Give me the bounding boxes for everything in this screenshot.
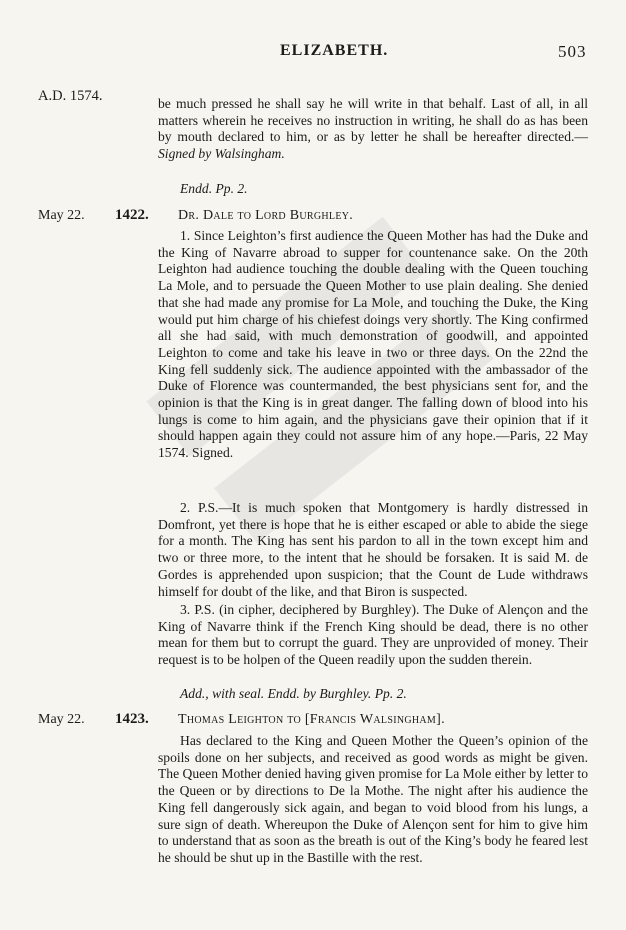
entry-paragraph: 3. P.S. (in cipher, deciphered by Burghley). The Duke of Alençon and the King of Navarre think if the French King should be dead, there is no other mean for them but to corrupt the guard. They are unprovided of money. Their request is to be holpen of the Queen readily upon the sudden therein.: [158, 602, 588, 668]
running-title: ELIZABETH.: [280, 42, 389, 59]
endorsement-note: Endd. by Burghley. Pp. 2.: [267, 686, 407, 701]
entry-date: May 22.: [38, 208, 85, 223]
continuation-text: be much pressed he shall say he will write in that behalf. Last of all, in all matters wherein he receives no instruction in writing, he shall do as has been by mouth declared to him, or as by letter he shall be hereafter directed.—: [158, 96, 588, 145]
page-number: 503: [558, 42, 587, 61]
margin-year: A.D. 1574.: [38, 88, 103, 104]
continuation-endorsement: Endd. Pp. 2.: [180, 181, 248, 196]
entry-endorsement: [180, 686, 407, 702]
seal-note: Add., with seal.: [180, 686, 265, 701]
entry-heading: Dr. Dale to Lord Burghley.: [178, 208, 354, 223]
entry-paragraph: 1. Since Leighton’s first audience the Queen Mother has had the Duke and the King of Navarre abroad to supper for countenance sake. On the 20th Leighton had audience touching the double dealing with the Queen touching La Mole, and to persuade the Queen Mother to use plain dealing. She denied that she had made any promise for La Mole, and touching the Duke, the King would put him charge of his chiefest doings very shortly. The King confirmed all she had said, with much demonstration of goodwill, and appointed Leighton to come and take his leave in two or three days. On the 22nd the King fell suddenly sick. The audience appointed with the ambassador of the Duke of Florence was countermanded, the best physicians sent for, and the opinion is that the King is in great danger. The falling down of blood into his lungs is come to him again, and the physicians gave their opinion that if it should happen again they could not assure him of any hope.—Paris, 22 May 1574. Signed.: [158, 228, 588, 461]
entry-number: 1422.: [115, 207, 149, 223]
entry-paragraph: Has declared to the King and Queen Mother the Queen’s opinion of the spoils done on her subjects, and received as good words as might be given. The Queen Mother denied having given promise for La Mole either by letter to the Queen or by directions to De la Mothe. The night after his audience the King fell dangerously sick again, and began to void blood from his lungs, a sure sign of death. Whereupon the Duke of Alençon sent for him to give him to understand that as soon as the breath is out of the King’s body he feared lest he should be shut up in the Bastille with the rest.: [158, 733, 588, 865]
entry-paragraph: 2. P.S.—It is much spoken that Montgomery is hardly distressed in Domfront, yet there is hope that he is either escaped or able to abide the siege for a month. The King has sent his pardon to all in the town except him and two or three more, to the intent that he should be forsaken. It is said M. de Gordes is apprehended upon suspicion; that the Count de Lude withdraws himself for doubt of the like, and that Biron is suspected.: [158, 500, 588, 599]
entry-heading: Thomas Leighton to [Francis Walsingham].: [178, 712, 445, 727]
continuation-signature: Signed by Walsingham.: [158, 146, 285, 162]
entry-number: 1423.: [115, 711, 149, 727]
continuation-paragraph: [158, 96, 588, 163]
entry-date: May 22.: [38, 712, 85, 727]
